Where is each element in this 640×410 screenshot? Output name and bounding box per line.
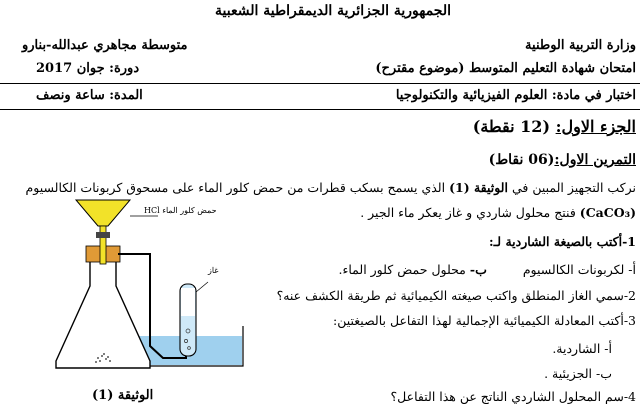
- question-4: 4-سم المحلول الشاردي الناتج عن هذا التفاعل؟: [390, 389, 636, 404]
- acid-label: HCl حمض كلور الماء: [144, 206, 217, 215]
- funnel: [76, 200, 130, 226]
- exam-title: امتحان شهادة التعليم المتوسط (موضوع مقترح): [375, 61, 636, 76]
- part1-heading: [473, 117, 636, 136]
- part1-points: (12 نقطة): [472, 117, 551, 136]
- header-divider: [0, 83, 640, 84]
- figure-caption: الوثيقة (1): [92, 388, 154, 403]
- intro-text-b: الذي يسمح بسكب قطرات من حمض كلور الماء على مسحوق كربونات الكالسيوم: [25, 180, 446, 195]
- intro-text-2: فنتج محلول شاردي و غاز يعكر ماء الجير .: [360, 205, 576, 220]
- question-3: 3-أكتب المعادلة الكيميائية الإجمالية لهذا التفاعل بالصيغتين:: [333, 313, 636, 328]
- gas-pointer: [196, 282, 208, 292]
- question-3a: أ- الشاردية.: [552, 341, 612, 356]
- intro-line-2: [360, 205, 636, 220]
- intro-text-a: نركب التجهيز المبين في: [511, 180, 636, 195]
- q1a-text: لكربونات الكالسيوم: [522, 262, 625, 277]
- ministry: وزارة التربية الوطنية: [525, 38, 636, 53]
- duration: المدة: ساعة ونصف: [36, 88, 143, 103]
- exercise1-points: (06 نقاط): [488, 152, 555, 168]
- funnel-stem: [100, 226, 106, 264]
- apparatus-figure: [38, 196, 248, 384]
- exercise1-title: التمرين الاول:: [554, 152, 636, 168]
- q1b-text: محلول حمض كلور الماء.: [338, 262, 466, 277]
- gas-label: غاز: [208, 266, 219, 275]
- intro-line-1: [26, 180, 636, 195]
- flask-outline: [56, 251, 150, 368]
- question-1-parts: [339, 262, 637, 277]
- apparatus-drawing: [38, 196, 248, 384]
- question-2: 2-سمي الغاز المنطلق واكتب صيغته الكيميائية ثم طريقة الكشف عنه؟: [276, 288, 636, 303]
- subject: اختبار في مادة: العلوم الفيزيائية والتكنولوجيا: [395, 88, 636, 103]
- question-3b: ب- الجزيئية .: [544, 366, 612, 381]
- school-name: متوسطة مجاهري عبدالله-بنارو: [22, 38, 188, 53]
- subject-divider: [0, 109, 640, 110]
- collected-gas: [181, 288, 195, 316]
- exercise1-heading: [489, 152, 636, 168]
- funnel-tap: [96, 232, 110, 238]
- part1-title: الجزء الاول:: [555, 117, 636, 136]
- exam-session: دورة: جوان 2017: [36, 61, 140, 76]
- caco3-formula: (CaCO₃): [579, 205, 636, 220]
- republic-title: الجمهورية الجزائرية الديمقراطية الشعبية: [215, 3, 452, 19]
- intro-doc-ref: الوثيقة (1): [449, 180, 508, 195]
- question-1: 1-أكتب بالصيغة الشاردية لـ:: [489, 234, 636, 249]
- q1a-label: أ-: [628, 262, 636, 277]
- q1b-label: ب-: [469, 262, 487, 277]
